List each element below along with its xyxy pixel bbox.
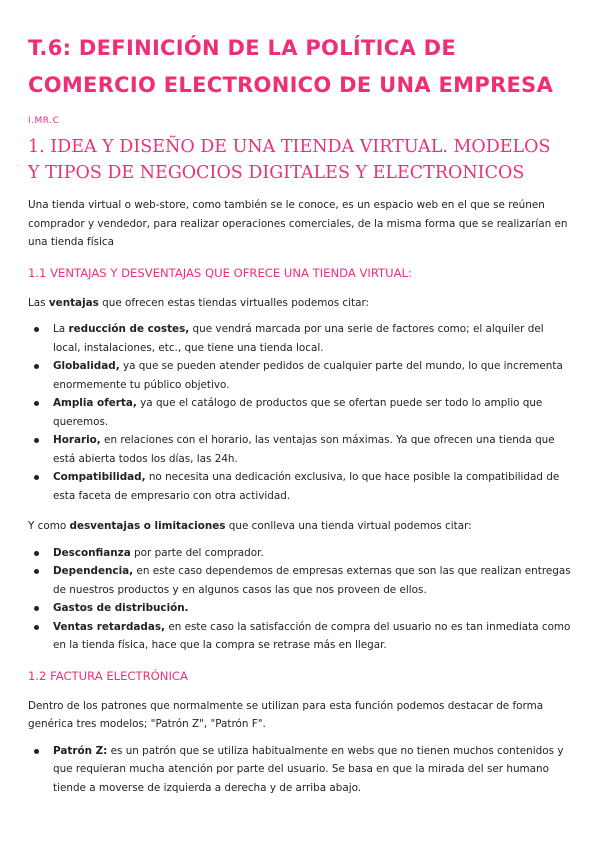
title-line-2: COMERCIO ELECTRONICO DE UNA EMPRESA [28,73,554,97]
item-bold: reducción de costes, [68,323,190,335]
section-1-heading-line-2: Y TIPOS DE NEGOCIOS DIGITALES Y ELECTRONICOS [28,163,525,183]
section-1-1-heading: 1.1 VENTAJAS Y DESVENTAJAS QUE OFRECE UNA TIENDA VIRTUAL: [28,265,412,280]
item-bold: Amplia oferta, [53,397,137,409]
desventajas-lead [28,517,572,536]
item-text: en este caso dependemos de empresas externas que son las que realizan entregas de nuestros productos y en algunos casos las que nos proveen de ellos. [53,565,571,596]
list-item [28,599,572,618]
item-bold: Globalidad, [53,360,120,372]
section-1-heading [28,134,572,186]
list-item [28,431,572,468]
author-initials: I.MR.C [28,116,60,126]
section-1-heading-line-1: 1. IDEA Y DISEÑO DE UNA TIENDA VIRTUAL. MODELOS [28,137,551,157]
ventajas-lead-bold: ventajas [48,296,99,309]
item-text: por parte del comprador. [130,546,264,559]
item-bold: Desconfianza [53,546,131,559]
item-bold: Dependencia, [53,565,134,577]
item-text: no necesita una dedicación exclusiva, lo que hace posible la compatibilidad de esta faceta de empresario con otra actividad. [53,471,560,502]
list-item [28,742,572,798]
desventajas-lead-post: que conlleva una tienda virtual podemos citar: [225,520,472,532]
section-1-2-heading: 1.2 FACTURA ELECTRÓNICA [28,668,188,683]
section-1-intro: Una tienda virtual o web-store, como también se le conoce, es un espacio web en el que se reúnen comprador y vendedor, para realizar operaciones comerciales, de la misma forma que se realizarían en una tienda física [28,199,568,248]
item-text: que vendrá marcada por una serie de factores como; el alquiler del local, instalaciones, etc., que tiene una tienda local. [53,323,544,354]
item-bold: Patrón Z: [53,744,108,757]
ventajas-lead-post: que ofrecen estas tiendas virtualles podemos citar: [98,296,370,309]
item-text: es un patrón que se utiliza habitualmente en webs que no tienen muchos contenidos y que requieran mucha atención por parte del usuario. Se basa en que la mirada del ser humano tiende a moverse de izquierda a derecha y de arriba abajo. [53,744,564,794]
document-title [28,0,572,104]
list-item [28,320,572,357]
section-1-2-intro: Dentro de los patrones que normalmente se utilizan para esta función podemos destacar de forma genérica tres modelos; "Patrón Z", "Patrón F". [28,699,544,730]
item-text: ya que se pueden atender pedidos de cualquier parte del mundo, lo que incrementa enormemente tu público objetivo. [53,360,563,391]
list-item [28,394,572,431]
desventajas-lead-pre: Y como [28,520,70,532]
item-bold: Gastos de distribución. [53,602,189,614]
item-text: ya que el catálogo de productos que se ofertan puede ser todo lo amplio que queremos. [53,397,543,428]
item-text: en este caso la satisfacción de compra del usuario no es tan inmediata como en la tienda física, hace que la compra se retrase más en llegar. [53,620,571,651]
desventajas-lead-bold: desventajas o limitaciones [69,520,226,532]
list-item [28,468,572,505]
item-bold: Horario, [53,434,101,446]
list-item [28,618,572,655]
ventajas-lead-pre: Las [28,296,49,309]
item-pre: La [53,323,69,335]
desventajas-list [28,544,572,655]
item-bold: Ventas retardadas, [53,620,166,633]
item-text: en relaciones con el horario, las ventajas son máximas. Ya que ofrecen una tienda que está abierta todos los días, las 24h. [53,434,555,465]
title-line-1: T.6: DEFINICIÓN DE LA POLÍTICA DE [28,36,456,60]
ventajas-list [28,320,572,505]
patrones-list [28,742,572,798]
item-bold: Compatibilidad, [53,471,146,483]
ventajas-lead [28,294,572,313]
list-item [28,357,572,394]
list-item [28,562,572,599]
list-item [28,544,572,563]
